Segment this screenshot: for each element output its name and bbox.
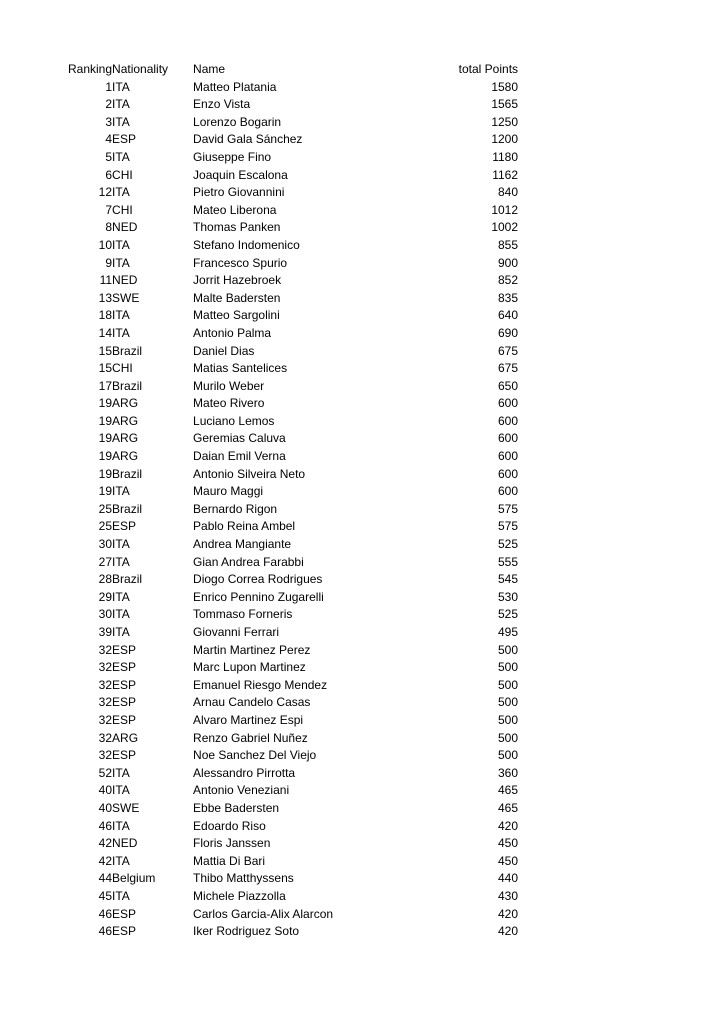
cell-name: Enzo Vista (193, 97, 251, 112)
cell-ranking: 42 (98, 836, 113, 851)
cell-name: Mateo Rivero (193, 396, 265, 411)
cell-points: 500 (498, 730, 519, 745)
cell-nationality: ITA (112, 625, 130, 639)
cell-ranking: 32 (98, 642, 113, 657)
cell-ranking: 44 (98, 871, 113, 886)
cell-nationality: ARG (112, 431, 139, 446)
cell-ranking: 4 (105, 132, 113, 147)
header-total-points: total Points (458, 62, 519, 76)
cell-ranking: 32 (98, 695, 113, 710)
table-row (68, 536, 518, 554)
cell-ranking: 7 (105, 202, 113, 217)
cell-nationality: Brazil (112, 501, 143, 516)
table-row (68, 518, 518, 536)
cell-nationality: ITA (112, 818, 130, 833)
cell-nationality: Brazil (112, 466, 143, 481)
table-row (68, 642, 518, 660)
cell-points: 575 (498, 501, 519, 516)
cell-points: 530 (498, 589, 519, 604)
cell-nationality: ITA (112, 888, 130, 903)
cell-name: David Gala Sánchez (193, 132, 303, 147)
cell-name: Giuseppe Fino (193, 149, 272, 164)
cell-name: Gian Andrea Farabbi (193, 554, 304, 569)
cell-points: 640 (498, 308, 519, 323)
cell-name: Floris Janssen (193, 836, 271, 851)
cell-name: Martin Martinez Perez (193, 642, 311, 657)
cell-name: Bernardo Rigon (193, 501, 278, 516)
cell-ranking: 5 (105, 149, 113, 164)
cell-nationality: ITA (112, 97, 130, 112)
table-row (68, 853, 518, 871)
cell-ranking: 19 (98, 431, 113, 446)
table-row (68, 589, 518, 607)
header-ranking: Ranking (68, 62, 113, 76)
cell-name: Alvaro Martinez Espi (193, 712, 304, 727)
cell-ranking: 15 (98, 343, 113, 358)
cell-name: Matias Santelices (193, 361, 288, 376)
cell-points: 360 (498, 765, 519, 780)
cell-ranking: 19 (98, 466, 113, 481)
cell-name: Carlos Garcia-Alix Alarcon (193, 906, 334, 921)
cell-points: 495 (498, 625, 519, 639)
cell-points: 555 (498, 554, 519, 569)
table-row (68, 360, 518, 378)
cell-nationality: ARG (112, 413, 139, 428)
table-row (68, 677, 518, 695)
cell-ranking: 12 (98, 185, 113, 200)
cell-points: 840 (498, 185, 519, 200)
table-row (68, 79, 518, 97)
cell-name: Ebbe Badersten (193, 800, 280, 815)
cell-name: Francesco Spurio (193, 255, 288, 270)
table-row (68, 167, 518, 185)
table-row (68, 131, 518, 149)
cell-name: Andrea Mangiante (193, 537, 292, 552)
cell-ranking: 29 (98, 589, 113, 604)
cell-ranking: 10 (98, 237, 113, 252)
cell-points: 650 (498, 378, 519, 393)
cell-name: Edoardo Riso (193, 818, 266, 833)
table-row (68, 149, 518, 167)
cell-ranking: 46 (98, 818, 113, 833)
table-row (68, 554, 518, 572)
cell-nationality: CHI (112, 361, 133, 376)
cell-points: 450 (498, 836, 519, 851)
cell-points: 675 (498, 361, 519, 376)
table-row (68, 343, 518, 361)
cell-nationality: ESP (112, 660, 137, 675)
cell-nationality: ITA (112, 589, 130, 604)
cell-points: 500 (498, 660, 519, 675)
cell-ranking: 6 (105, 167, 113, 182)
cell-name: Michele Piazzolla (193, 888, 286, 903)
table-row (68, 606, 518, 624)
cell-ranking: 13 (98, 290, 113, 305)
cell-points: 1250 (491, 114, 519, 129)
cell-name: Matteo Sargolini (193, 308, 280, 323)
cell-name: Thibo Matthyssens (193, 871, 294, 886)
table-row (68, 378, 518, 396)
cell-points: 855 (498, 237, 519, 252)
cell-name: Giovanni Ferrari (193, 625, 280, 639)
table-row (68, 290, 518, 308)
cell-name: Arnau Candelo Casas (193, 695, 311, 710)
cell-name: Mauro Maggi (193, 484, 264, 499)
cell-nationality: ITA (112, 114, 130, 129)
cell-ranking: 32 (98, 748, 113, 763)
cell-ranking: 39 (98, 625, 113, 639)
cell-nationality: ESP (112, 695, 137, 710)
table-row (68, 219, 518, 237)
cell-points: 525 (498, 607, 519, 622)
table-row (68, 483, 518, 501)
cell-points: 500 (498, 712, 519, 727)
cell-ranking: 40 (98, 783, 113, 798)
table-row (68, 624, 518, 642)
table-row (68, 765, 518, 783)
cell-name: Daian Emil Verna (193, 449, 286, 464)
table-row (68, 870, 518, 888)
cell-nationality: SWE (112, 290, 140, 305)
cell-points: 675 (498, 343, 519, 358)
cell-ranking: 32 (98, 677, 113, 692)
cell-nationality: ITA (112, 149, 130, 164)
cell-name: Joaquin Escalona (193, 167, 288, 182)
table-row (68, 202, 518, 220)
cell-nationality: ITA (112, 308, 130, 323)
cell-nationality: ESP (112, 132, 137, 147)
cell-nationality: CHI (112, 167, 133, 182)
cell-nationality: NED (112, 836, 138, 851)
cell-nationality: ARG (112, 449, 139, 464)
cell-points: 500 (498, 677, 519, 692)
cell-nationality: Brazil (112, 378, 143, 393)
cell-nationality: Belgium (112, 871, 156, 886)
cell-ranking: 19 (98, 484, 113, 499)
table-row (68, 184, 518, 202)
cell-nationality: ESP (112, 924, 137, 939)
cell-ranking: 42 (98, 853, 113, 868)
cell-name: Luciano Lemos (193, 413, 275, 428)
cell-ranking: 40 (98, 800, 113, 815)
cell-points: 500 (498, 642, 519, 657)
cell-ranking: 52 (98, 765, 113, 780)
cell-points: 852 (498, 273, 519, 288)
ranking-table (68, 61, 518, 941)
cell-points: 600 (498, 396, 519, 411)
cell-ranking: 30 (98, 537, 113, 552)
cell-points: 450 (498, 853, 519, 868)
cell-name: Geremias Caluva (193, 431, 286, 446)
table-row (68, 906, 518, 924)
table-row (68, 237, 518, 255)
cell-points: 420 (498, 924, 519, 939)
cell-nationality: ITA (112, 484, 130, 499)
cell-ranking: 32 (98, 712, 113, 727)
cell-nationality: NED (112, 273, 138, 288)
cell-points: 420 (498, 818, 519, 833)
cell-points: 500 (498, 748, 519, 763)
cell-ranking: 46 (98, 924, 113, 939)
cell-points: 1580 (491, 79, 519, 94)
cell-points: 500 (498, 695, 519, 710)
cell-ranking: 17 (98, 378, 113, 393)
table-row (68, 413, 518, 431)
cell-nationality: NED (112, 220, 138, 235)
cell-nationality: ESP (112, 906, 137, 921)
table-row (68, 395, 518, 413)
cell-name: Diogo Correa Rodrigues (193, 572, 323, 587)
cell-ranking: 2 (105, 97, 113, 112)
cell-nationality: ITA (112, 185, 130, 200)
cell-nationality: ARG (112, 396, 139, 411)
table-row (68, 96, 518, 114)
cell-ranking: 3 (105, 114, 113, 129)
table-row (68, 571, 518, 589)
table-row (68, 659, 518, 677)
cell-ranking: 8 (105, 220, 113, 235)
cell-points: 1162 (492, 167, 519, 182)
cell-ranking: 14 (98, 325, 113, 340)
cell-points: 600 (498, 413, 519, 428)
table-row (68, 325, 518, 343)
cell-nationality: Brazil (112, 572, 143, 587)
table-row (68, 835, 518, 853)
cell-ranking: 11 (99, 273, 113, 288)
cell-ranking: 25 (98, 519, 113, 534)
cell-points: 465 (498, 800, 519, 815)
cell-nationality: ESP (112, 712, 137, 727)
cell-points: 1180 (492, 149, 519, 164)
cell-nationality: ITA (112, 783, 130, 798)
table-row (68, 448, 518, 466)
cell-points: 420 (498, 906, 519, 921)
cell-nationality: ITA (112, 255, 130, 270)
cell-points: 835 (498, 290, 519, 305)
cell-nationality: ARG (112, 730, 139, 745)
cell-nationality: ITA (112, 537, 130, 552)
cell-name: Iker Rodriguez Soto (193, 924, 300, 939)
table-row (68, 800, 518, 818)
cell-points: 600 (498, 466, 519, 481)
cell-points: 1012 (491, 202, 519, 217)
cell-ranking: 30 (98, 607, 113, 622)
table-row (68, 818, 518, 836)
cell-nationality: ESP (112, 519, 137, 534)
cell-name: Antonio Silveira Neto (193, 466, 306, 481)
cell-name: Emanuel Riesgo Mendez (193, 677, 328, 692)
table-row (68, 888, 518, 906)
cell-name: Pietro Giovannini (193, 185, 285, 200)
cell-nationality: ESP (112, 748, 137, 763)
cell-nationality: SWE (112, 800, 140, 815)
cell-ranking: 32 (98, 660, 113, 675)
table-row (68, 782, 518, 800)
cell-points: 525 (498, 537, 519, 552)
table-row (68, 307, 518, 325)
table-row (68, 501, 518, 519)
cell-points: 1565 (491, 97, 519, 112)
cell-name: Matteo Platania (193, 79, 277, 94)
cell-name: Lorenzo Bogarin (193, 114, 282, 129)
table-body (68, 79, 518, 941)
cell-name: Mateo Liberona (193, 202, 277, 217)
cell-ranking: 46 (98, 906, 113, 921)
cell-name: Noe Sanchez Del Viejo (193, 748, 317, 763)
cell-name: Murilo Weber (193, 378, 265, 393)
table-row (68, 255, 518, 273)
cell-points: 1002 (491, 220, 519, 235)
table-row (68, 466, 518, 484)
cell-points: 465 (498, 783, 519, 798)
cell-ranking: 19 (98, 396, 113, 411)
cell-nationality: ITA (112, 765, 130, 780)
cell-name: Renzo Gabriel Nuñez (193, 730, 308, 745)
cell-nationality: ITA (112, 853, 130, 868)
cell-ranking: 1 (105, 79, 113, 94)
cell-nationality: ESP (112, 642, 137, 657)
cell-points: 600 (498, 431, 519, 446)
cell-points: 900 (498, 255, 519, 270)
cell-name: Thomas Panken (193, 220, 281, 235)
table-row (68, 272, 518, 290)
cell-ranking: 25 (98, 501, 113, 516)
cell-points: 600 (498, 484, 519, 499)
cell-ranking: 9 (105, 255, 113, 270)
cell-name: Malte Badersten (193, 290, 281, 305)
header-row (68, 61, 518, 79)
cell-name: Stefano Indomenico (193, 237, 300, 252)
cell-name: Antonio Palma (193, 325, 272, 340)
cell-ranking: 27 (98, 554, 113, 569)
cell-points: 545 (498, 572, 519, 587)
table-row (68, 730, 518, 748)
cell-ranking: 19 (98, 413, 113, 428)
cell-points: 600 (498, 449, 519, 464)
cell-nationality: ITA (112, 79, 130, 94)
cell-nationality: CHI (112, 202, 133, 217)
table-row (68, 712, 518, 730)
table-row (68, 430, 518, 448)
header-nationality: Nationality (112, 62, 169, 76)
cell-name: Mattia Di Bari (193, 853, 266, 868)
table-row (68, 114, 518, 132)
cell-nationality: ITA (112, 554, 130, 569)
cell-name: Jorrit Hazebroek (193, 273, 282, 288)
cell-nationality: ITA (112, 325, 130, 340)
cell-points: 690 (498, 325, 519, 340)
cell-nationality: ITA (112, 607, 130, 622)
cell-ranking: 45 (98, 888, 113, 903)
cell-name: Enrico Pennino Zugarelli (193, 589, 324, 604)
cell-ranking: 19 (98, 449, 113, 464)
table-row (68, 694, 518, 712)
cell-name: Alessandro Pirrotta (193, 765, 296, 780)
cell-name: Tommaso Forneris (193, 607, 293, 622)
cell-name: Daniel Dias (193, 343, 255, 358)
cell-nationality: ESP (112, 677, 137, 692)
cell-name: Marc Lupon Martinez (193, 660, 306, 675)
cell-points: 440 (498, 871, 519, 886)
cell-ranking: 28 (98, 572, 113, 587)
cell-points: 1200 (491, 132, 519, 147)
table-row (68, 747, 518, 765)
cell-name: Antonio Veneziani (193, 783, 290, 798)
table-row (68, 923, 518, 941)
cell-nationality: Brazil (112, 343, 143, 358)
cell-ranking: 32 (98, 730, 113, 745)
cell-points: 575 (498, 519, 519, 534)
cell-points: 430 (498, 888, 519, 903)
cell-ranking: 15 (98, 361, 113, 376)
cell-ranking: 18 (98, 308, 113, 323)
header-name: Name (193, 62, 226, 76)
cell-name: Pablo Reina Ambel (193, 519, 296, 534)
cell-nationality: ITA (112, 237, 130, 252)
